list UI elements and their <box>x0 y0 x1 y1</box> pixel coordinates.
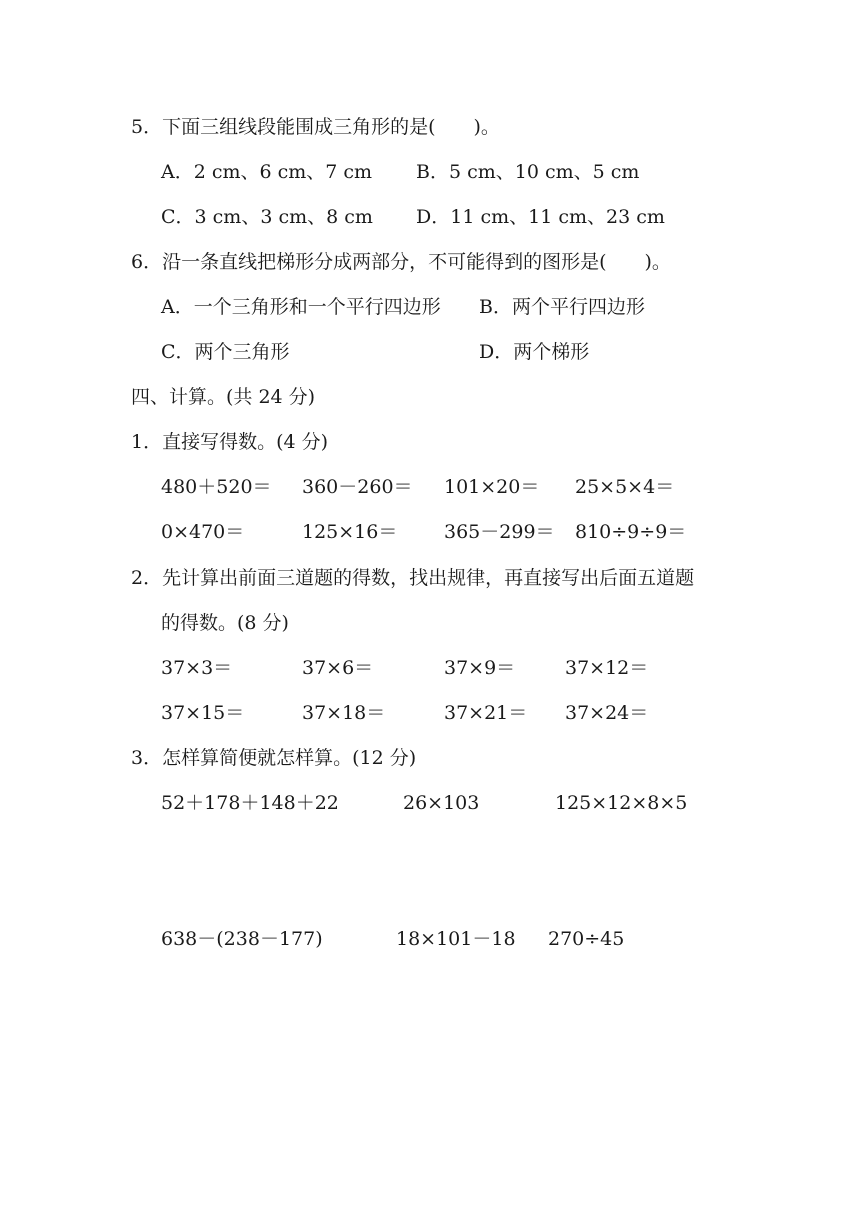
q6-option-c: C．两个三角形 <box>161 341 290 363</box>
part3-row2-item: 270÷45 <box>548 928 625 950</box>
part1-row1-item: 25×5×4＝ <box>575 476 675 498</box>
part2-row1-item: 37×9＝ <box>444 657 516 679</box>
part2-row1-item: 37×3＝ <box>161 657 233 679</box>
part1-row1-item: 101×20＝ <box>444 476 540 498</box>
part2-title: 2．先计算出前面三道题的得数，找出规律，再直接写出后面五道题 <box>131 567 695 589</box>
part2-title-continued: 的得数。(8 分) <box>161 612 289 634</box>
q6-option-a: A．一个三角形和一个平行四边形 <box>161 296 441 318</box>
part3-row1-item: 125×12×8×5 <box>555 792 688 814</box>
part1-row2-item: 0×470＝ <box>161 521 245 543</box>
part2-row2-item: 37×24＝ <box>565 702 649 724</box>
part2-row1-item: 37×6＝ <box>302 657 374 679</box>
part2-row2-item: 37×18＝ <box>302 702 386 724</box>
part1-row1-item: 360－260＝ <box>302 476 413 498</box>
q6-question: 6．沿一条直线把梯形分成两部分，不可能得到的图形是( )。 <box>131 251 671 273</box>
part2-row1-item: 37×12＝ <box>565 657 649 679</box>
q5-option-a: A．2 cm、6 cm、7 cm <box>161 161 373 183</box>
q5-option-b: B．5 cm、10 cm、5 cm <box>416 161 640 183</box>
part3-row1-item: 52＋178＋148＋22 <box>161 792 339 814</box>
q5-option-c: C．3 cm、3 cm、8 cm <box>161 206 373 228</box>
q6-option-d: D．两个梯形 <box>479 341 590 363</box>
q6-option-b: B．两个平行四边形 <box>479 296 645 318</box>
part1-row2-item: 125×16＝ <box>302 521 398 543</box>
section4-title: 四、计算。(共 24 分) <box>131 386 316 408</box>
part3-title: 3．怎样算简便就怎样算。(12 分) <box>131 747 417 769</box>
part3-row2-item: 638－(238－177) <box>161 928 323 950</box>
part2-row2-item: 37×21＝ <box>444 702 528 724</box>
q5-question: 5．下面三组线段能围成三角形的是( )。 <box>131 116 500 138</box>
part1-row2-item: 365－299＝ <box>444 521 555 543</box>
q5-option-d: D．11 cm、11 cm、23 cm <box>416 206 665 228</box>
part1-row1-item: 480＋520＝ <box>161 476 272 498</box>
part2-row2-item: 37×15＝ <box>161 702 245 724</box>
part1-title: 1．直接写得数。(4 分) <box>131 431 329 453</box>
part3-row2-item: 18×101－18 <box>396 928 516 950</box>
part1-row2-item: 810÷9÷9＝ <box>575 521 687 543</box>
part3-row1-item: 26×103 <box>403 792 480 814</box>
